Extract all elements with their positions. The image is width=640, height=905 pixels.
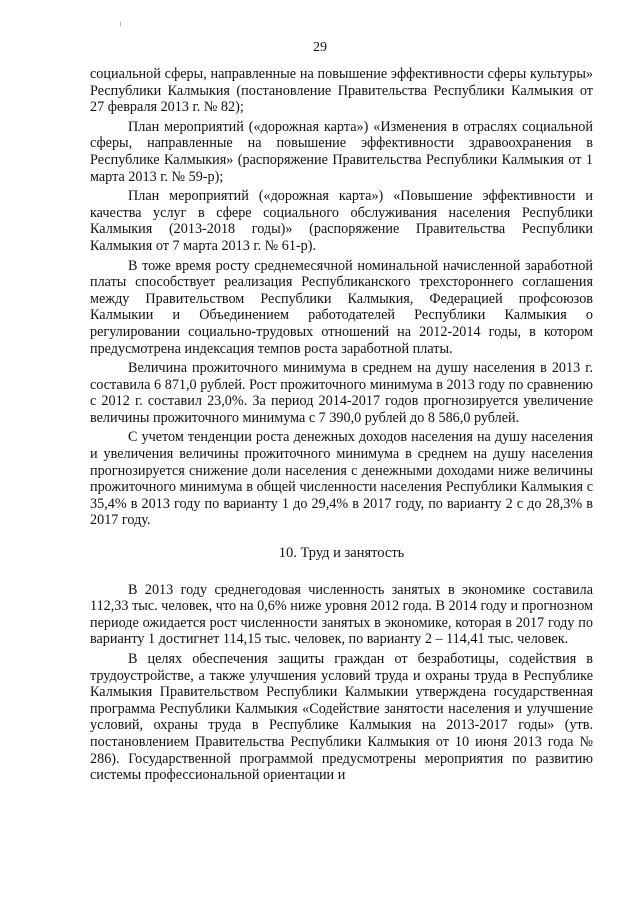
scan-mark: [120, 22, 121, 26]
paragraph-social-services-plan: План мероприятий («дорожная карта») «Повышение эффективности и качества услуг в сфере социального обслуживания населения Республики Калмыкия (2013-2018 годы)» (распоряжение Правительства Республики Калмыкия от 7 марта 2013 г. № 61-р).: [90, 188, 593, 254]
paragraph-poverty-forecast: С учетом тенденции роста денежных доходов населения на душу населения и увеличения величины прожиточного минимума в среднем на душу населения прогнозируется снижение доли населения с денежными доходами ниже величины прожиточного минимума в общей численности населения Республики Калмыкия с 35,4% в 2013 году по варианту 1 до 29,4% в 2017 году, по варианту 2 с до 28,3% в 2017 году.: [90, 429, 593, 529]
paragraph-tripartite-agreement: В тоже время росту среднемесячной номинальной начисленной заработной платы способствует реализация Республиканского трехстороннего соглашения между Правительством Республики Калмыкия, Федерацией профсоюзов Калмыкии и Объединением работодателей Республики Калмыкия о регулировании социально-трудовых отношений на 2012-2014 годы, в котором предусмотрена индексация темпов роста заработной платы.: [90, 257, 593, 357]
paragraph-continued: социальной сферы, направленные на повышение эффективности сферы культуры» Республики Калмыкия (постановление Правительства Республики Калмыкия от 27 февраля 2013 г. № 82);: [90, 66, 593, 116]
paragraph-employment: В 2013 году среднегодовая численность занятых в экономике составила 112,33 тыс. человек, что на 0,6% ниже уровня 2012 года. В 2014 году и прогнозном периоде ожидается рост численности занятых в экономике, которая в 2017 году по варианту 1 достигнет 114,15 тыс. человек, по варианту 2 – 114,41 тыс. человек.: [90, 581, 593, 648]
page-body: [90, 66, 593, 787]
paragraph-subsistence-minimum: Величина прожиточного минимума в среднем на душу населения в 2013 г. составила 6 871,0 рублей. Рост прожиточного минимума в 2013 году по сравнению с 2012 г. составил 23,0%. За период 2014-2017 годов прогнозируется увеличение величины прожиточного минимума с 7 390,0 рублей до 8 586,0 рублей.: [90, 360, 593, 426]
paragraph-state-program: В целях обеспечения защиты граждан от безработицы, содействия в трудоустройстве, а также улучшения условий труда и охраны труда в Республике Калмыкия Правительством Республики Калмыкии утверждена государственная программа Республики Калмыкия «Содействие занятости населения и улучшение условий, охраны труда в Республике Калмыкия на 2013-2017 годы» (утв. постановлением Правительства Республики Калмыкия от 10 июня 2013 года № 286). Государственной программой предусмотрены мероприятия по развитию системы профессиональной ориентации и: [90, 651, 593, 784]
paragraph-healthcare-plan: План мероприятий («дорожная карта») «Изменения в отраслях социальной сферы, направленные на повышение эффективности здравоохранения в Республике Калмыкия» (распоряжение Правительства Республики Калмыкия от 1 марта 2013 г. № 59-р);: [90, 118, 593, 185]
page-number: 29: [313, 40, 327, 55]
section-heading: 10. Труд и занятость: [278, 545, 405, 562]
